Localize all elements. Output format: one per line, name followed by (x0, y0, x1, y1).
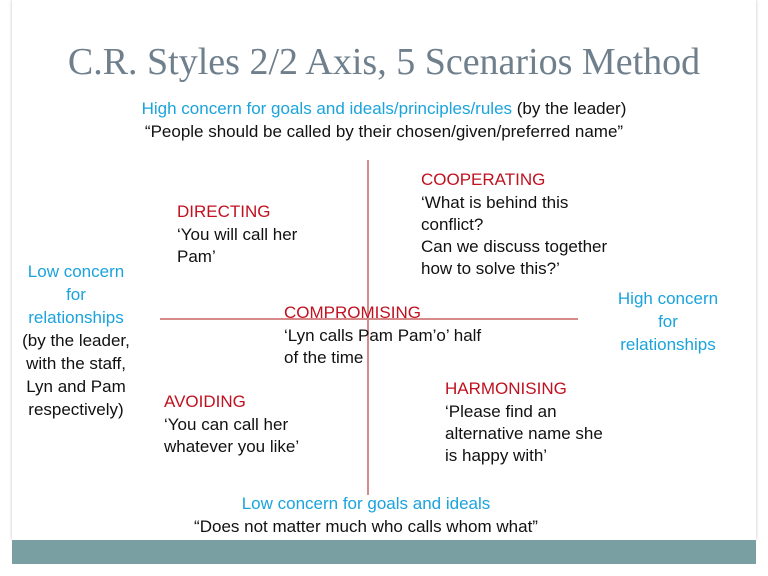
directing-quote: ‘You will call her Pam’ (177, 225, 298, 266)
left-concern-label: Low concern for relationships (27, 262, 125, 327)
slide-title: C.R. Styles 2/2 Axis, 5 Scenarios Method (67, 41, 701, 83)
bottom-concern-label: Low concern for goals and ideals (241, 494, 491, 513)
top-quote: “People should be called by their chosen/given/preferred name” (144, 122, 624, 141)
avoiding-quote: ‘You can call her whatever you like’ (164, 415, 300, 456)
footer-bar (12, 540, 756, 564)
directing-label: DIRECTING (177, 202, 271, 221)
left-concern-detail: (by the leader, with the staff, Lyn and Pam respectively) (22, 331, 130, 419)
cooperating-label: COOPERATING (421, 170, 546, 189)
bottom-quote: “Does not matter much who calls whom what” (194, 517, 538, 536)
compromising-quote: ‘Lyn calls Pam Pam’o’ half of the time (284, 326, 482, 367)
cooperating-quote: ‘What is behind this conflict? Can we discuss together how to solve this?’ (421, 193, 608, 278)
right-concern-label: High concern for relationships (617, 289, 719, 354)
top-concern-suffix: (by the leader) (512, 99, 627, 118)
harmonising-label: HARMONISING (445, 379, 567, 398)
harmonising-quote: ‘Please find an alternative name she is happy with’ (445, 402, 603, 465)
compromising-label: COMPROMISING (284, 303, 421, 322)
avoiding-label: AVOIDING (164, 392, 246, 411)
top-axis-label (0, 98, 768, 120)
top-concern-label: High concern for goals and ideals/principles/rules (141, 99, 513, 118)
